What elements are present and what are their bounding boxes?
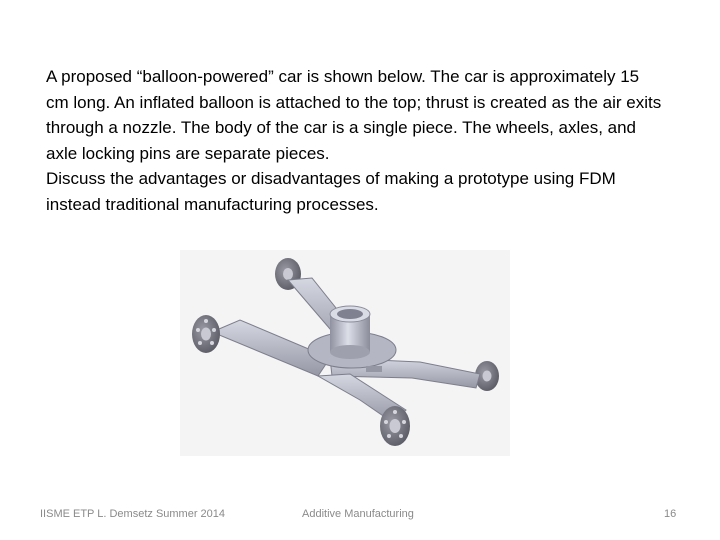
page-number: 16 bbox=[664, 508, 677, 520]
balloon-car-cad-image bbox=[180, 250, 510, 456]
footer-topic: Additive Manufacturing bbox=[302, 508, 414, 520]
balloon-nozzle-mount bbox=[330, 306, 370, 359]
problem-description: A proposed “balloon-powered” car is shown below. The car is approximately 15 cm long. An inflated balloon is attached to the top; thrust is created as the air exits through a nozzle. The body of the car is a single piece. The wheels, axles, and axle locking pins are separate pieces. bbox=[46, 67, 662, 163]
wheel-front-right bbox=[380, 406, 410, 446]
discussion-question: Discuss the advantages or disadvantages of making a prototype using FDM instead traditional manufacturing processes. bbox=[46, 169, 616, 214]
footer-author: IISME ETP L. Demsetz Summer 2014 bbox=[40, 508, 226, 520]
wheel-front-left bbox=[192, 315, 220, 353]
slide-body bbox=[46, 64, 666, 217]
